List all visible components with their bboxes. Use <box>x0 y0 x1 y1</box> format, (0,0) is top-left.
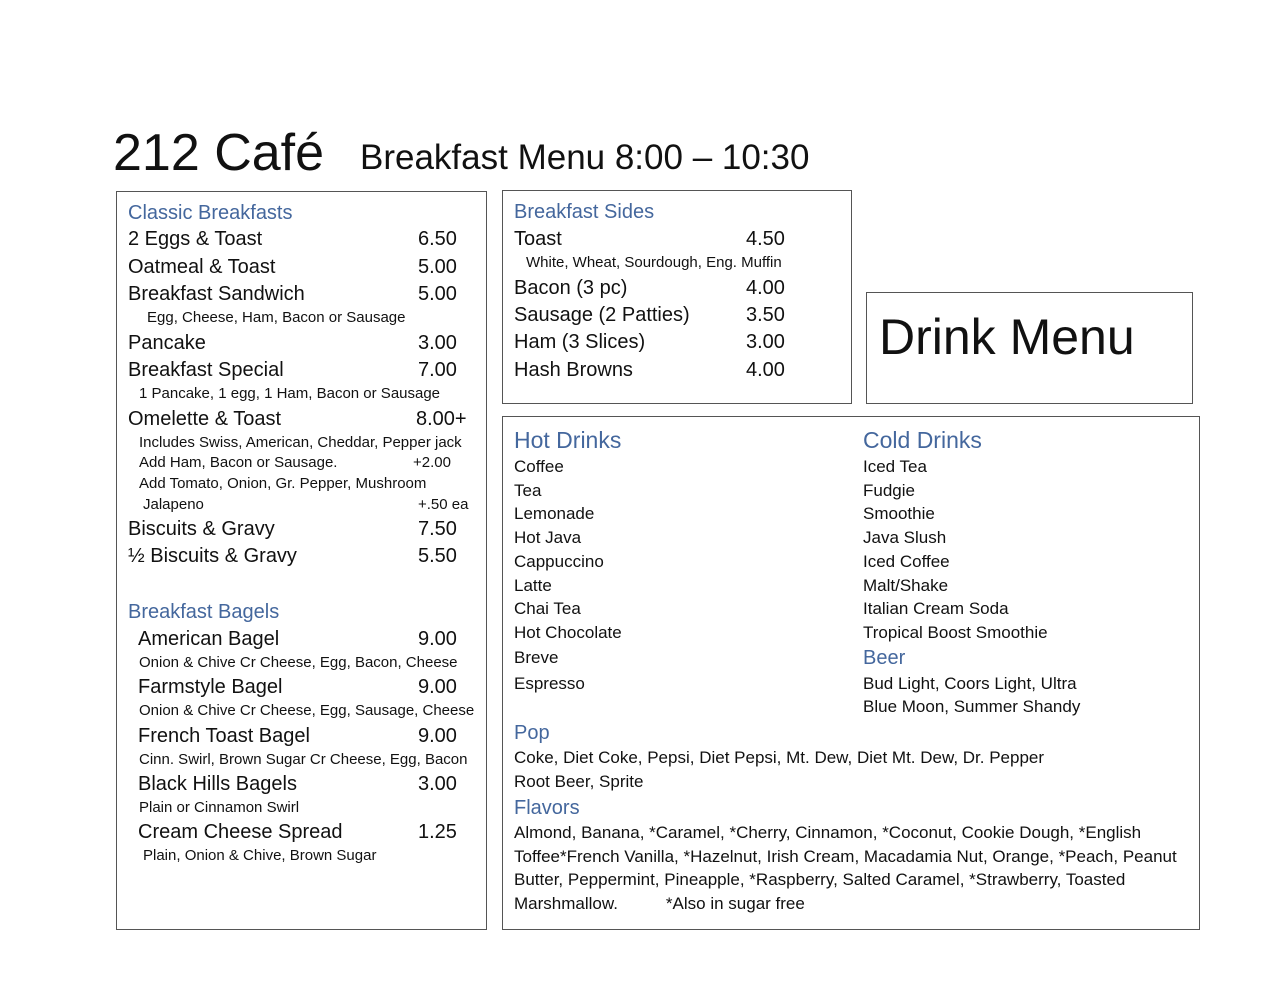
drink-item: Java Slush <box>863 528 947 548</box>
classic-breakfasts-box <box>116 191 487 930</box>
item-name: Breakfast Special <box>128 359 284 381</box>
addon-label: Add Ham, Bacon or Sausage. <box>139 454 338 471</box>
menu-item-ham <box>514 330 814 354</box>
drink-item: Smoothie <box>863 504 935 524</box>
item-price: 5.50 <box>418 545 457 567</box>
sugar-free-note: *Also in sugar free <box>665 894 805 914</box>
menu-item-cream-cheese-spread <box>138 820 458 844</box>
item-description: Plain or Cinnamon Swirl <box>139 799 300 816</box>
item-name: 2 Eggs & Toast <box>128 228 263 250</box>
menu-item-sausage <box>514 303 814 327</box>
item-price: 3.00 <box>746 331 785 353</box>
menu-item-pancake <box>128 331 458 355</box>
beer-line: Bud Light, Coors Light, Ultra <box>863 674 1077 693</box>
item-description: Cinn. Swirl, Brown Sugar Cr Cheese, Egg, Bacon <box>139 751 468 768</box>
menu-item-oatmeal <box>128 255 458 279</box>
menu-item-special <box>128 358 458 382</box>
item-price: 9.00 <box>418 676 457 698</box>
menu-item-eggs-toast <box>128 227 458 251</box>
drink-item: Breve <box>514 648 559 668</box>
item-name: Breakfast Sandwich <box>128 283 305 305</box>
item-description: Add Tomato, Onion, Gr. Pepper, Mushroom <box>139 475 427 492</box>
menu-item-omelette <box>128 407 468 431</box>
item-price: 8.00+ <box>416 408 467 430</box>
menu-item-black-hills-bagels <box>138 772 458 796</box>
drink-item: Latte <box>514 575 552 595</box>
item-name: Cream Cheese Spread <box>138 821 343 843</box>
item-price: 3.00 <box>418 332 457 354</box>
item-description: 1 Pancake, 1 egg, 1 Ham, Bacon or Sausage <box>139 385 441 402</box>
item-name: Omelette & Toast <box>128 408 282 430</box>
item-name: Toast <box>514 228 562 250</box>
menu-item-sandwich <box>128 282 458 306</box>
drink-item: Espresso <box>514 673 585 693</box>
drink-item: Fudgie <box>863 480 915 500</box>
drink-item: Tropical Boost Smoothie <box>863 622 1048 642</box>
item-price: 9.00 <box>418 628 457 650</box>
item-price: 7.50 <box>418 518 457 540</box>
item-name: ½ Biscuits & Gravy <box>128 545 297 567</box>
item-name: Pancake <box>128 332 206 354</box>
menu-item-bacon <box>514 276 814 300</box>
flavors-heading: Flavors <box>514 797 580 819</box>
drink-item: Lemonade <box>514 504 595 524</box>
cold-drinks-heading: Cold Drinks <box>863 427 982 453</box>
pop-line: Root Beer, Sprite <box>514 772 644 791</box>
item-price: 4.00 <box>746 359 785 381</box>
drink-item: Iced Tea <box>863 457 927 476</box>
flavors-text: Almond, Banana, *Caramel, *Cherry, Cinnamon, *Coconut, Cookie Dough, *English Toffee*French Vanilla, *Hazelnut, Irish Cream, Macadamia Nut, Orange, *Peach, Peanut Butter, Peppermint, Pineapple, *Raspberry, Salted Caramel, *Strawberry, Toasted Marshmallow. <box>514 823 1177 914</box>
item-name: Biscuits & Gravy <box>128 518 275 540</box>
item-description: Egg, Cheese, Ham, Bacon or Sausage <box>147 309 406 326</box>
breakfast-bagels-heading: Breakfast Bagels <box>128 601 280 623</box>
hot-drinks-heading: Hot Drinks <box>514 427 622 453</box>
drink-item: Chai Tea <box>514 599 581 619</box>
item-name: Hash Browns <box>514 359 633 381</box>
drink-item: Tea <box>514 480 542 500</box>
menu-item-farmstyle-bagel <box>138 675 458 699</box>
item-description: Plain, Onion & Chive, Brown Sugar <box>143 847 377 864</box>
menu-title: Breakfast Menu 8:00 – 10:30 <box>360 138 810 177</box>
omelette-addon-veg <box>143 496 473 514</box>
drink-item: Iced Coffee <box>863 551 950 571</box>
addon-price: +.50 ea <box>418 496 469 513</box>
menu-item-biscuits <box>128 517 458 541</box>
item-name: Sausage (2 Patties) <box>514 304 690 326</box>
menu-item-hash-browns <box>514 358 814 382</box>
flavors-list <box>514 821 1194 916</box>
drink-item: Italian Cream Soda <box>863 599 1009 619</box>
omelette-addon-meat <box>139 454 459 472</box>
item-price: 4.50 <box>746 228 785 250</box>
item-description: Includes Swiss, American, Cheddar, Pepper jack <box>139 434 462 451</box>
item-name: Ham (3 Slices) <box>514 331 646 353</box>
item-description: Onion & Chive Cr Cheese, Egg, Bacon, Cheese <box>139 654 458 671</box>
pop-heading: Pop <box>514 722 550 744</box>
pop-line: Coke, Diet Coke, Pepsi, Diet Pepsi, Mt. Dew, Diet Mt. Dew, Dr. Pepper <box>514 748 1045 767</box>
classic-breakfasts-heading: Classic Breakfasts <box>128 202 293 224</box>
item-name: American Bagel <box>138 628 280 650</box>
menu-item-french-toast-bagel <box>138 724 458 748</box>
item-name: Bacon (3 pc) <box>514 277 628 299</box>
item-price: 4.00 <box>746 277 785 299</box>
item-name: Black Hills Bagels <box>138 773 297 795</box>
item-name: Farmstyle Bagel <box>138 676 283 698</box>
drink-item: Hot Chocolate <box>514 622 622 642</box>
item-price: 5.00 <box>418 283 457 305</box>
addon-label: Jalapeno <box>143 496 204 513</box>
drink-item: Cappuccino <box>514 551 604 571</box>
drink-item: Hot Java <box>514 528 582 548</box>
addon-price: +2.00 <box>413 454 451 471</box>
beer-line: Blue Moon, Summer Shandy <box>863 697 1081 716</box>
beer-heading: Beer <box>863 647 906 669</box>
item-price: 3.00 <box>418 773 457 795</box>
item-price: 9.00 <box>418 725 457 747</box>
item-description: Onion & Chive Cr Cheese, Egg, Sausage, Cheese <box>139 702 475 719</box>
item-name: French Toast Bagel <box>138 725 310 747</box>
item-price: 1.25 <box>418 821 457 843</box>
menu-item-american-bagel <box>138 627 458 651</box>
drink-item: Malt/Shake <box>863 575 949 595</box>
item-price: 7.00 <box>418 359 457 381</box>
item-name: Oatmeal & Toast <box>128 256 276 278</box>
breakfast-sides-box <box>502 190 852 404</box>
menu-item-toast <box>514 227 814 251</box>
drink-item: Coffee <box>514 457 564 476</box>
cafe-name: 212 Café <box>113 124 325 182</box>
item-description: White, Wheat, Sourdough, Eng. Muffin <box>526 254 782 271</box>
drinks-box <box>502 416 1200 930</box>
item-price: 6.50 <box>418 228 457 250</box>
menu-item-half-biscuits <box>128 544 458 568</box>
item-price: 5.00 <box>418 256 457 278</box>
drink-menu-title-box <box>866 292 1193 404</box>
drink-menu-title: Drink Menu <box>879 309 1135 365</box>
item-price: 3.50 <box>746 304 785 326</box>
breakfast-sides-heading: Breakfast Sides <box>514 201 655 223</box>
